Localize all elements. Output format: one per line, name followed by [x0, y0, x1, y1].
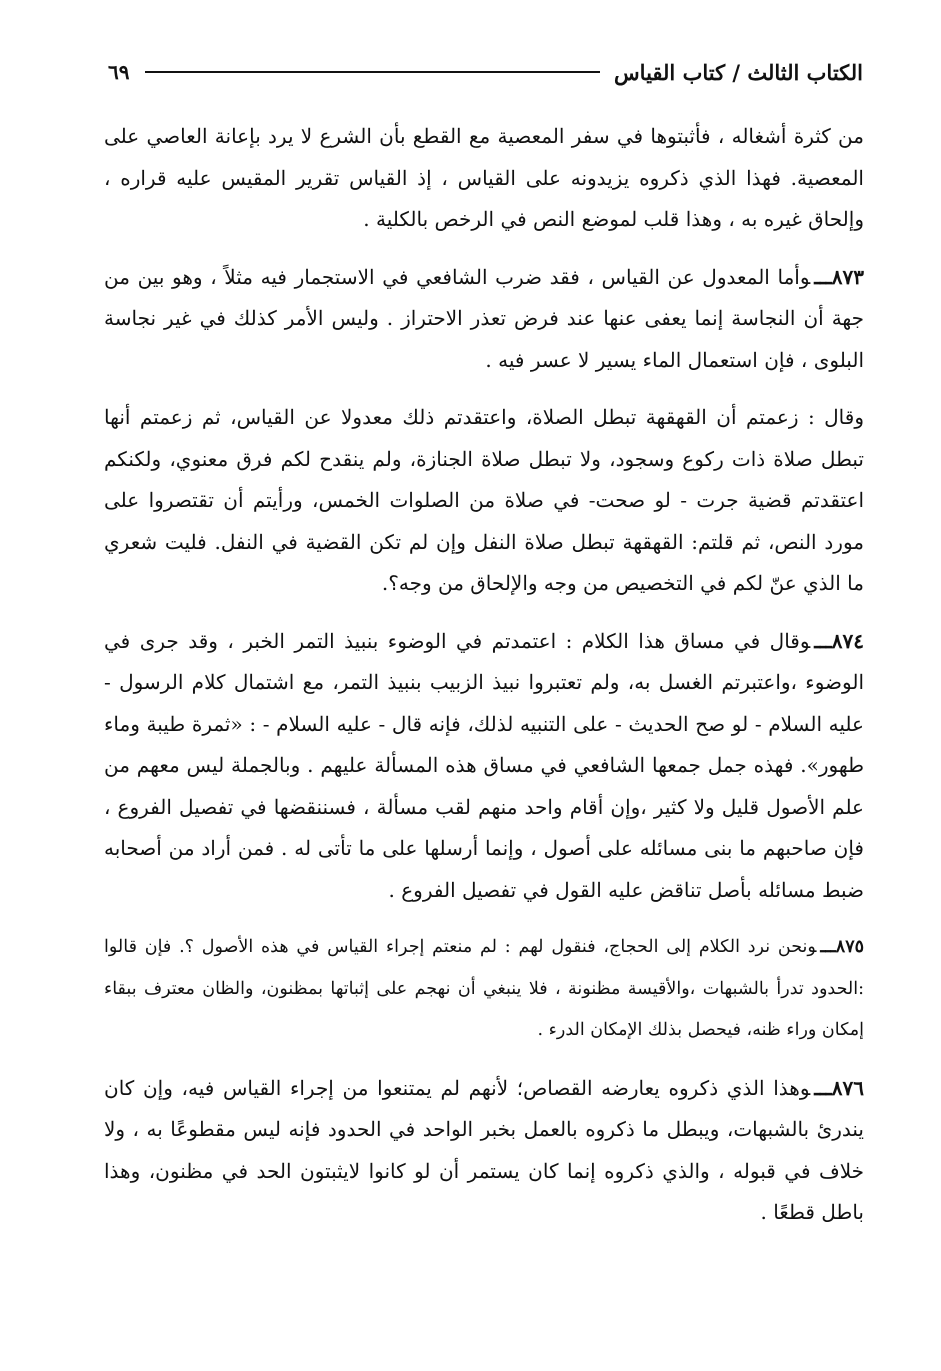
paragraph-text: وقال : زعمتم أن القهقهة تبطل الصلاة، واعتقدتم ذلك معدولا عن القياس، ثم زعمتم أنها تبطل صلاة ذات ركوع وسجود، ولا تبطل صلاة الجنازة، ولم ينقدح لكم فرق معنوي، ولكنكم اعتقدتم قضية جرت - لو صحت- في صلاة من الصلوات الخمس، ورأيتم أن تقتصروا على مورد النص، ثم قلتم: القهقهة تبطل صلاة النفل وإن لم تكن القضية في النفل. فليت شعري ما الذي عنّ لكم في التخصيص من وجه والإلحاق من وجه؟. [104, 405, 864, 595]
body-text [104, 116, 864, 1250]
paragraph [104, 1068, 864, 1234]
page-header [108, 52, 863, 92]
paragraph [104, 397, 864, 605]
page-number: ٦٩ [108, 60, 130, 84]
paragraph-text: وقال في مساق هذا الكلام : اعتمدتم في الوضوء بنبيذ التمر الخبر ، وقد جرى في الوضوء ،واعتبرتم الغسل به، ولم تعتبروا نبيذ الزبيب بنبيذ التمر، مع اشتمال كلام الرسول - عليه السلام - لو صح الحديث - على التنبيه لذلك، فإنه قال - عليه السلام - : «ثمرة طيبة وماء طهور». فهذه جمل جمعها الشافعي في مساق هذه المسألة عليهم . وبالجملة ليس معهم من علم الأصول قليل ولا كثير ،وإن أقام واحد منهم لقب مسألة ، فسننقضها في تفصيل الفروع ، فإن صاحبهم ما بنى مسائله على أصول ، وإنما أرسلها على ما تأتى له . فمن أراد من أصحابه ضبط مسائله بأصل تناقض عليه القول في تفصيل الفروع . [104, 628, 864, 902]
running-title: الكتاب الثالث / كتاب القياس [614, 59, 863, 85]
paragraph-text: وأما المعدول عن القياس ، فقد ضرب الشافعي في الاستجمار فيه مثلاً ، وهو بين من جهة أن النجاسة إنما يعفى عنها عند فرض تعذر الاحتراز . وليس الأمر كذلك في غير نجاسة البلوى ، فإن استعمال الماء يسير لا عسر فيه . [104, 264, 864, 372]
paragraph [104, 927, 864, 1052]
paragraph-number: ٨٧٦ [831, 1075, 864, 1100]
paragraph [104, 257, 864, 382]
number-dash: ـــ [814, 264, 832, 289]
header-rule [145, 71, 600, 73]
paragraph [104, 621, 864, 912]
paragraph-number: ٨٧٣ [831, 264, 864, 289]
paragraph-number: ٨٧٤ [831, 628, 864, 653]
paragraph-text: ونحن نرد الكلام إلى الحجاج، فنقول لهم : لم منعتم إجراء القياس في هذه الأصول ؟. فإن قالوا :الحدود تدرأ بالشبهات ،والأقيسة مظنونة ، فلا ينبغي أن نهجم على إثباتها بمظنون، والظان معترف ببقاء إمكان وراء ظنه، فيحصل بذلك الإمكان الدرء . [104, 937, 864, 1040]
number-dash: ـــ [814, 1075, 832, 1100]
paragraph-number: ٨٧٥ [835, 937, 864, 957]
number-dash: ـــ [820, 937, 836, 957]
paragraph-text: من كثرة أشغاله ، فأثبتوها في سفر المعصية مع القطع بأن الشرع لا يرد بإعانة العاصي على المعصية. فهذا الذي ذكروه يزيدونه على القياس ، إذ القياس تقرير المقيس عليه قراره ، وإلحاق غيره به ، وهذا قلب لموضع النص في الرخص بالكلية . [104, 124, 864, 231]
paragraph-text: وهذا الذي ذكروه يعارضه القصاص؛ لأنهم لم يمتنعوا من إجراء القياس فيه، وإن كان يندرئ بالشبهات، ويبطل ما ذكروه بالعمل بخبر الواحد في الحدود فإنه ليس مقطوعًا به ، ولا خلاف في قبوله ، والذي ذكروه إنما كان يستمر أن لو كانوا لايثبتون الحد في مظنون، وهذا باطل قطعًا . [104, 1075, 864, 1224]
paragraph [104, 116, 864, 241]
number-dash: ـــ [814, 628, 832, 653]
